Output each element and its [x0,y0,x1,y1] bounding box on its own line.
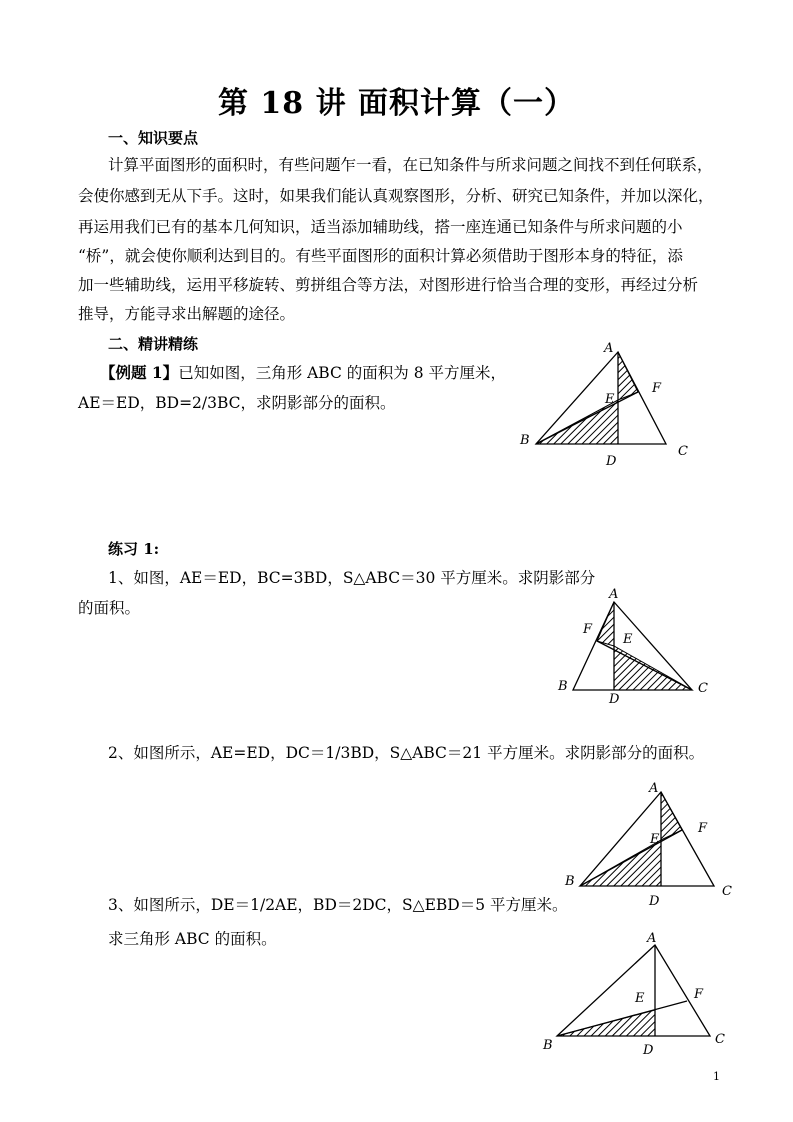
section-heading-practice: 二、精讲精练 [108,335,199,353]
label-b: B [558,679,568,694]
question-2-figure [558,775,738,910]
question-3-figure [538,928,738,1058]
label-a: A [609,587,619,602]
label-a: A [649,781,659,796]
paragraph-line-5: 加一些辅助线，运用平移旋转、剪拼组合等方法，对图形进行恰当合理的变形，再经过分析 [78,276,699,294]
label-a: A [604,341,614,356]
label-e: E [623,632,633,647]
example-1-line-1 [100,361,506,383]
question-1-figure [550,580,720,710]
label-a: A [647,931,657,946]
section-heading-knowledge: 一、知识要点 [108,129,199,147]
label-d: D [609,692,620,707]
label-d: D [643,1043,654,1058]
label-e: E [635,991,645,1006]
label-c: C [722,884,732,899]
shaded-region-upper [661,792,682,840]
page-title: 第 18 讲 面积计算（一） [217,86,576,121]
paragraph-line-4: “桥”，就会使你顺利达到目的。有些平面图形的面积计算必须借助于图形本身的特征，添 [78,247,683,265]
label-d: D [606,454,617,469]
label-e: E [650,832,660,847]
question-1-line-1: 1、如图，AE＝ED，BC=3BD，S△ABC＝30 平方厘米。求阴影部分 [108,569,596,587]
label-f: F [583,622,593,637]
paragraph-line-1: 计算平面图形的面积时，有些问题乍一看，在已知条件与所求问题之间找不到任何联系， [108,156,713,174]
page-number: 1 [713,1070,720,1083]
example-1-text: 已知如图，三角形 ABC 的面积为 8 平方厘米， [178,364,506,382]
question-3-line-2: 求三角形 ABC 的面积。 [108,930,277,948]
paragraph-line-3: 再运用我们已有的基本几何知识，适当添加辅助线，搭一座连通已知条件与所求问题的小 [78,218,683,236]
example-1-label: 【例题 1】 [100,363,179,382]
paragraph-line-6: 推导，方能寻求出解题的途径。 [78,305,296,323]
question-3-line-1: 3、如图所示，DE＝1/2AE，BD＝2DC，S△EBD＝5 平方厘米。 [108,896,568,914]
example-1-figure [500,330,710,470]
question-1-line-2: 的面积。 [78,599,141,617]
label-f: F [698,821,708,836]
question-2: 2、如图所示，AE=ED，DC＝1/3BD，S△ABC＝21 平方厘米。求阴影部分的面积。 [108,744,705,762]
label-f: F [652,381,662,396]
paragraph-line-2: 会使你感到无从下手。这时，如果我们能认真观察图形，分析、研究已知条件，并加以深化， [78,187,714,205]
label-c: C [715,1032,725,1047]
label-b: B [543,1038,553,1053]
practice-heading: 练习 1: [108,540,160,558]
label-b: B [565,874,575,889]
label-b: B [520,433,530,448]
label-f: F [694,987,704,1002]
example-1-line-2: AE＝ED，BD=2/3BC，求阴影部分的面积。 [78,394,396,412]
label-e: E [605,392,615,407]
label-c: C [678,444,688,459]
label-c: C [698,681,708,696]
label-d: D [649,894,660,909]
